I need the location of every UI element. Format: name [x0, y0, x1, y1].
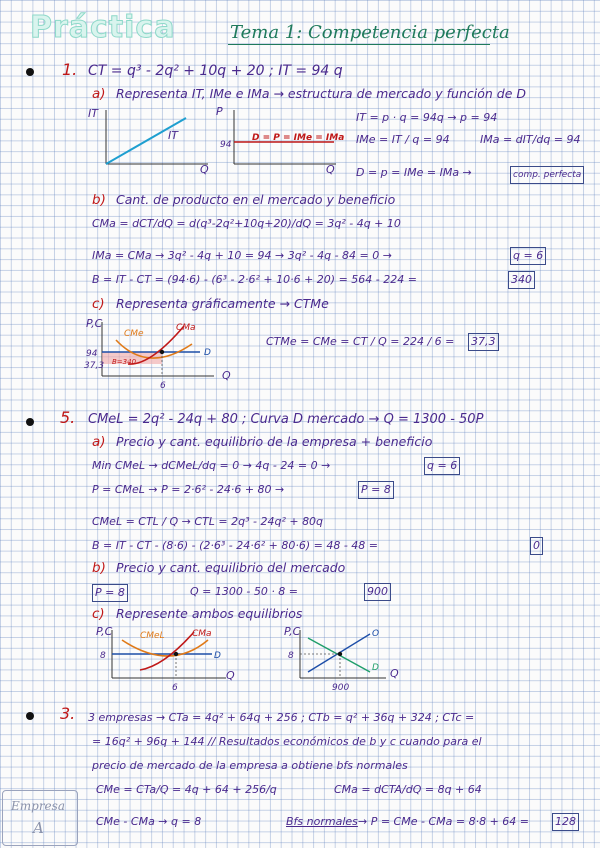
graph4-cmel-label: CMeL: [140, 631, 165, 641]
ex5-c-label: c): [92, 606, 105, 622]
ex3-line5b-label: Bfs normales: [286, 815, 358, 828]
ex1-a-eq2: IMe = IT / q = 94: [356, 133, 450, 146]
ex3-line5a: CMe - CMa → q = 8: [96, 815, 202, 828]
graph5-xlabel: Q: [390, 667, 399, 680]
bullet-ex5: [26, 418, 34, 426]
ex1-a-text: Representa IT, IMe e IMa → estructura de mercado y función de D: [116, 86, 526, 101]
ex5-a-p: P = 8: [358, 481, 394, 499]
graph3-cma-label: CMa: [176, 323, 196, 333]
graph3-tick-37: 37,3: [84, 361, 105, 371]
ex1-c-text: Representa gráficamente → CTMe: [116, 296, 329, 311]
topic-underline: [228, 44, 490, 45]
ex1-b-B: 340: [508, 271, 535, 289]
graph-it: [96, 106, 212, 172]
ex5-b-eq: Q = 1300 - 50 · 8 =: [190, 585, 299, 598]
page-title: Práctica: [30, 10, 176, 45]
graph3-cme-label: CMe: [124, 329, 144, 339]
ex5-a-text: Precio y cant. equilibrio de la empresa + beneficio: [116, 434, 433, 449]
stamp-line1: Empresa: [11, 799, 65, 813]
graph4-d-label: D: [214, 651, 221, 661]
ex5-number: 5.: [60, 408, 76, 427]
graph5-o-label: O: [372, 629, 380, 639]
ex5-a-eq1: Min CMeL → dCMeL/dq = 0 → 4q - 24 = 0 →: [92, 459, 331, 472]
ex5-a-eq2: P = CMeL → P = 2·6² - 24·6 + 80 →: [92, 483, 285, 496]
graph1-xlabel: Q: [200, 163, 209, 176]
ex3-line4a: CMe = CTa/Q = 4q + 64 + 256/q: [96, 783, 277, 796]
graph3-tick-94: 94: [86, 349, 98, 359]
ex1-b-eq3: B = IT - CT = (94·6) - (6³ - 2·6² + 10·6 + 20) = 564 - 224 =: [92, 273, 417, 286]
graph4-tick-8: 8: [100, 651, 106, 661]
stamp-line2: A: [33, 819, 44, 837]
graph5-tick-900: 900: [332, 683, 350, 693]
graph5-d-label: D: [372, 663, 379, 673]
topic-title: Tema 1: Competencia perfecta: [230, 22, 510, 43]
graph3-xlabel: Q: [222, 369, 231, 382]
ex1-c-label: c): [92, 296, 105, 312]
ex3-line5b-result: 128: [552, 813, 579, 831]
graph4-tick-6: 6: [172, 683, 178, 693]
ex5-a-q: q = 6: [424, 457, 460, 475]
graph3-ylabel: P,C: [86, 317, 103, 330]
ex1-b-text: Cant. de producto en el mercado y beneficio: [116, 192, 396, 207]
ex5-a-label: a): [92, 434, 106, 450]
graph2-xlabel: Q: [326, 163, 335, 176]
ex3-line5b: → P = CMe - CMa = 8·8 + 64 =: [358, 815, 529, 828]
ex1-a-eq1: IT = p · q = 94q → p = 94: [356, 111, 498, 124]
ex5-b-p: P = 8: [92, 584, 128, 602]
ex1-b-eq1: CMa = dCT/dQ = d(q³-2q²+10q+20)/dQ = 3q² - 4q + 10: [92, 217, 401, 230]
ex1-statement: CT = q³ - 2q² + 10q + 20 ; IT = 94 q: [88, 63, 343, 79]
bullet-ex3: [26, 712, 34, 720]
graph-cost-curves: [88, 318, 218, 384]
ex5-b-text: Precio y cant. equilibrio del mercado: [116, 560, 346, 575]
ex3-line1: 3 empresas → CTa = 4q² + 64q + 256 ; CTb = q² + 36q + 324 ; CTc =: [88, 711, 475, 724]
graph3-tick-6: 6: [160, 381, 166, 391]
graph2-line-label: D = P = IMe = IMa: [252, 133, 345, 143]
ex1-c-eq: CTMe = CMe = CT / Q = 224 / 6 =: [266, 335, 455, 348]
ex5-b-Q: 900: [364, 583, 391, 601]
ex5-a-eq3: CMeL = CTL / Q → CTL = 2q³ - 24q² + 80q: [92, 515, 324, 528]
graph3-b-label: B=340: [112, 358, 137, 366]
graph2-tick-94: 94: [220, 140, 232, 150]
ex3-number: 3.: [60, 704, 76, 723]
ex1-a-eq4: D = p = IMe = IMa →: [356, 166, 472, 179]
ex5-b-label: b): [92, 560, 106, 576]
graph1-line-label: IT: [168, 129, 178, 142]
graph5-ylabel: P,C: [284, 625, 301, 638]
ex5-a-eq4: B = IT - CT - (8·6) - (2·6³ - 24·6² + 80·6) = 48 - 48 =: [92, 539, 379, 552]
ex5-statement: CMeL = 2q² - 24q + 80 ; Curva D mercado → Q = 1300 - 50P: [88, 412, 484, 427]
graph5-tick-8: 8: [288, 651, 294, 661]
graph4-cma-label: CMa: [192, 629, 212, 639]
ex1-b-q: q = 6: [510, 247, 546, 265]
ex1-b-eq2: IMa = CMa → 3q² - 4q + 10 = 94 → 3q² - 4q - 84 = 0 →: [92, 249, 392, 262]
graph4-xlabel: Q: [226, 669, 235, 682]
graph4-ylabel: P,C: [96, 625, 113, 638]
ex5-a-B: 0: [530, 537, 543, 555]
ex3-line4b: CMa = dCTA/dQ = 8q + 64: [334, 783, 482, 796]
graph1-ylabel: IT: [88, 107, 98, 120]
ex1-number: 1.: [62, 60, 78, 79]
ex3-line2: = 16q² + 96q + 144 // Resultados económicos de b y c cuando para el: [92, 735, 482, 748]
ex3-line3: precio de mercado de la empresa a obtiene bfs normales: [92, 759, 408, 772]
bullet-ex1: [26, 68, 34, 76]
graph2-ylabel: P: [216, 105, 223, 118]
ex1-c-result: 37,3: [468, 333, 499, 351]
ex5-c-text: Represente ambos equilibrios: [116, 606, 303, 621]
ex1-a-label: a): [92, 86, 106, 102]
company-stamp: [2, 790, 78, 846]
ex1-b-label: b): [92, 192, 106, 208]
ex1-a-result: comp. perfecta: [510, 166, 584, 184]
ex1-a-eq3: IMa = dIT/dq = 94: [480, 133, 581, 146]
graph3-d-label: D: [204, 348, 211, 358]
